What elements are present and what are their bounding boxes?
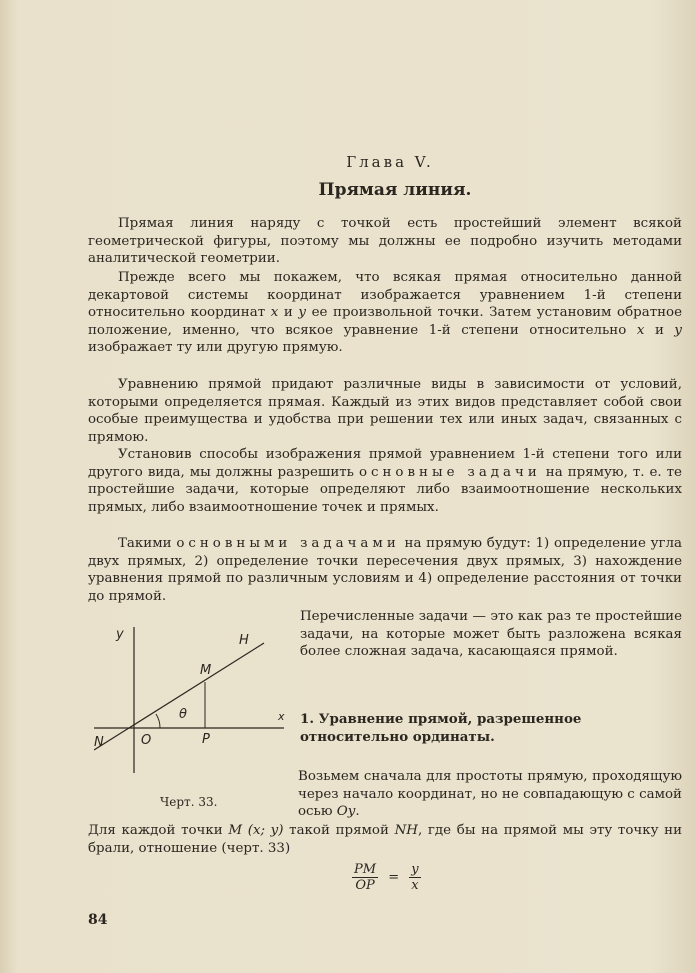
formula-den-right: x: [411, 878, 419, 893]
formula-num-right: y: [411, 862, 419, 877]
paragraph-7b: Для каждой точки M (x; y) такой прямой NH, где бы на прямой мы эту точку ни брали, отношение (черт. 33): [88, 823, 682, 856]
label-y: y: [116, 627, 124, 642]
angle-arc: [156, 714, 160, 728]
section-heading: 1. Уравнение прямой, разрешенное относительно ординаты.: [300, 711, 582, 745]
chapter-heading: Глава V.: [346, 153, 434, 171]
paragraph-6: Перечисленные задачи — это как раз те простейшие задачи, на которые может быть разложена всякая более сложная задача, касающаяся прямой.: [300, 609, 682, 659]
label-theta: θ: [179, 707, 187, 722]
label-n: N: [94, 735, 104, 750]
label-x: x: [278, 710, 285, 723]
page-number: 84: [88, 912, 108, 928]
paragraph-3: Уравнению прямой придают различные виды в зависимости от условий, которыми определяется прямая. Каждый из этих видов представляет собой свои особые преимущества и удобства при решении тех или иных задач, связанных с прямою.: [88, 377, 682, 445]
line-nh: [94, 643, 264, 750]
label-m: M: [200, 663, 212, 678]
label-o: O: [141, 733, 152, 748]
figure-diagram: [94, 625, 294, 775]
formula-equals: =: [388, 870, 400, 885]
paragraph-5: Такими основными задачами на прямую будут: 1) определение угла двух прямых, 2) определение точки пересечения двух прямых, 3) нахождение уравнения прямой по различным условиям и 4) определение расстояния от точки до прямой.: [88, 536, 682, 604]
label-h: H: [239, 633, 249, 648]
paragraph-2: Прежде всего мы покажем, что всякая прямая относительно данной декартовой системы координат изображается уравнением 1-й степени относительно координат x и y ее произвольной точки. Затем установим обратное положение, именно, что всякое уравнение 1-й степени относительно x и y изображает ту или другую прямую.: [88, 270, 683, 355]
paragraph-4: Установив способы изображения прямой уравнением 1-й степени того или другого вида, мы должны разрешить основные задачи на прямую, т. е. те простейшие задачи, которые определяют либо взаимоотношение нескольких прямых, либо взаимоотношение точек и прямых.: [88, 447, 682, 515]
formula-den-left: OP: [355, 878, 375, 893]
formula: [352, 862, 421, 893]
formula-num-left: PM: [354, 862, 377, 877]
paragraph-1: Прямая линия наряду с точкой есть простейший элемент всякой геометрической фигуры, поэтому мы должны ее подробно изучить методами аналитической геометрии.: [88, 216, 682, 266]
paragraph-7a: Возьмем сначала для простоты прямую, проходящую через начало координат, но не совпадающую с самой осью Oy.: [298, 769, 682, 819]
chapter-title: Прямая линия.: [318, 180, 472, 200]
figure-caption: Черт. 33.: [160, 795, 218, 809]
figure-33: [94, 625, 294, 775]
label-p: P: [202, 732, 210, 747]
